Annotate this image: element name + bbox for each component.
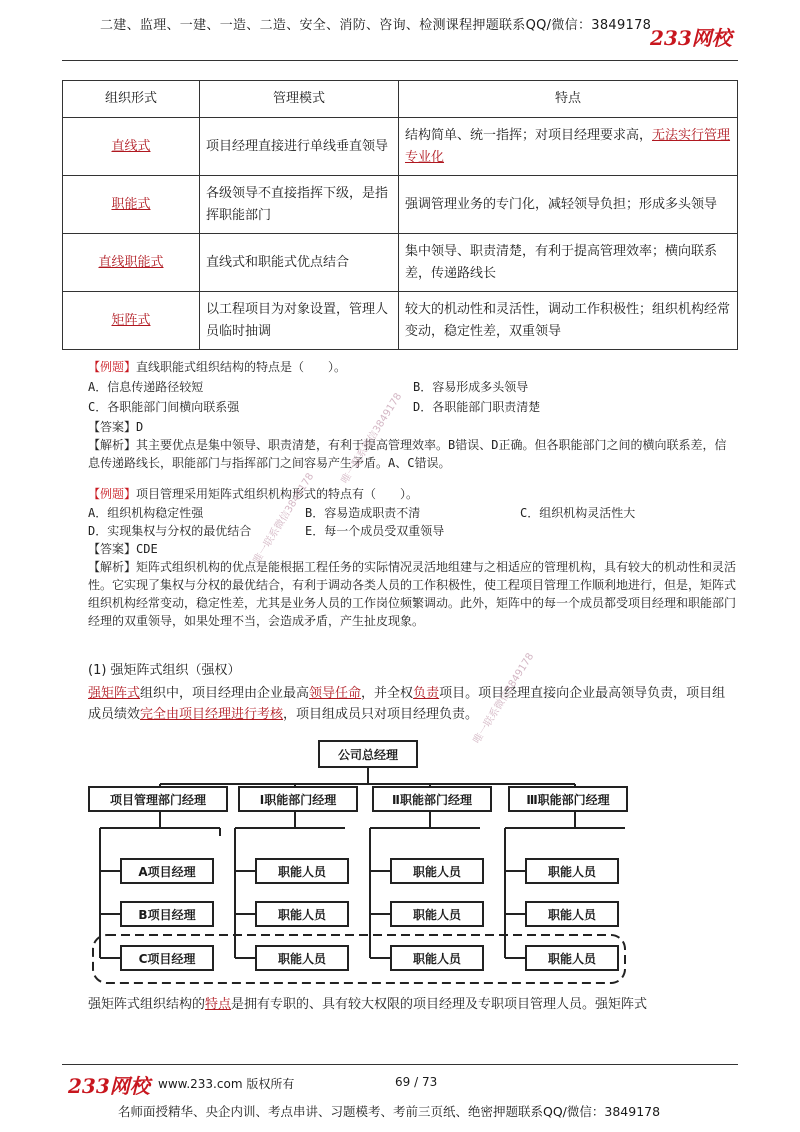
analysis: 【解析】矩阵式组织机构的优点是能根据工程任务的实际情况灵活地组建与之相适应的管理机构，具有较大的机动性和灵活性。它实现了集权与分权的最优结合，有利于调动各类人员的工作积极性，使工程项目管理工作顺利地进行，但是，矩阵式组织机构经常变动，稳定性差，尤其是业务人员的工作岗位频繁调动。此外，矩阵中的每一个成员都受项目经理和职能部门经理的双重领导，如果处理不当，会造成矛盾，产生扯皮现象。 xyxy=(88,560,737,628)
staff-box: 职能人员 xyxy=(255,901,349,927)
pm-box: B项目经理 xyxy=(120,901,214,927)
answer: 【答案】CDE xyxy=(88,542,158,556)
text: 是拥有专职的、具有较大权限的项目经理及专职项目管理人员。强矩阵式 xyxy=(231,997,648,1012)
form-link[interactable]: 直线式 xyxy=(111,138,151,154)
footer-site[interactable]: www.233.com 版权所有 xyxy=(158,1077,295,1091)
dept-box: Ⅲ职能部门经理 xyxy=(508,786,628,812)
option: B．容易形成多头领导 xyxy=(413,380,529,394)
staff-box: 职能人员 xyxy=(525,858,619,884)
option: C．组织机构灵活性大 xyxy=(520,506,636,520)
watermark: 唯一联系微信3849178 xyxy=(339,391,405,486)
option: D．实现集权与分权的最优结合 xyxy=(88,524,252,538)
answer: 【答案】D xyxy=(88,420,144,434)
option: B．容易造成职责不清 xyxy=(305,506,421,520)
option: A．组织机构稳定性强 xyxy=(88,506,204,520)
term-link[interactable]: 完全由项目经理进行考核 xyxy=(140,707,284,722)
closing-paragraph xyxy=(88,994,748,1015)
staff-box: 职能人员 xyxy=(390,945,484,971)
watermark: 唯一联系微信3849178 xyxy=(471,651,537,746)
option: A．信息传递路径较短 xyxy=(88,380,204,394)
option: C．各职能部门间横向联系强 xyxy=(88,400,240,414)
example-tag: 【例题】 xyxy=(88,487,137,501)
dept-box: Ⅰ职能部门经理 xyxy=(238,786,358,812)
page-number: 69 / 73 xyxy=(395,1075,438,1089)
ceo-box: 公司总经理 xyxy=(318,740,418,768)
dept-box: 项目管理部门经理 xyxy=(88,786,228,812)
table-cell: 集中领导、职责清楚，有利于提高管理效率；横向联系差，传递路线长 xyxy=(399,234,738,292)
text: 强矩阵式组织结构的 xyxy=(88,997,206,1012)
text: ，项目组成员只对项目经理负责。 xyxy=(283,707,479,722)
staff-box: 职能人员 xyxy=(255,858,349,884)
table-cell: 项目经理直接进行单线垂直领导 xyxy=(200,118,399,176)
header-logo: 233网校 xyxy=(650,26,732,50)
option: D．各职能部门职责清楚 xyxy=(413,400,541,414)
staff-box: 职能人员 xyxy=(390,858,484,884)
term-link[interactable]: 特点 xyxy=(205,997,232,1012)
question-text: 项目管理采用矩阵式组织机构形式的特点有（ ）。 xyxy=(136,487,419,501)
staff-box: 职能人员 xyxy=(525,945,619,971)
text: ，并全权 xyxy=(361,686,414,701)
table-header: 管理模式 xyxy=(200,81,399,118)
form-link[interactable]: 矩阵式 xyxy=(111,312,151,328)
header-notice: 二建、监理、一建、一造、二造、安全、消防、咨询、检测课程押题联系QQ/微信：3849178 xyxy=(100,18,652,33)
pm-box: C项目经理 xyxy=(120,945,214,971)
dept-box: Ⅱ职能部门经理 xyxy=(372,786,492,812)
text: 组织中，项目经理由企业最高 xyxy=(140,686,310,701)
term-link[interactable]: 负责 xyxy=(413,686,440,701)
footer-logo: 233网校 xyxy=(68,1074,150,1098)
table-header: 组织形式 xyxy=(63,81,200,118)
staff-box: 职能人员 xyxy=(255,945,349,971)
table-cell: 直线式和职能式优点结合 xyxy=(200,234,399,292)
watermark: 唯一联系微信3849178 xyxy=(251,471,317,566)
staff-box: 职能人员 xyxy=(390,901,484,927)
table-cell: 较大的机动性和灵活性，调动工作积极性；组织机构经常变动，稳定性差，双重领导 xyxy=(399,292,738,350)
term-link[interactable]: 强矩阵式 xyxy=(88,686,141,701)
staff-box: 职能人员 xyxy=(525,901,619,927)
option: E．每一个成员受双重领导 xyxy=(305,524,445,538)
footer-notice: 名师面授精华、央企内训、考点串讲、习题模考、考前三页纸、绝密押题联系QQ/微信：3849178 xyxy=(118,1104,661,1119)
table-cell: 各级领导不直接指挥下级，是指挥职能部门 xyxy=(200,176,399,234)
text: 项目。项目经理直接向企业最高领导负责，项目组成员绩效 xyxy=(88,686,726,722)
analysis: 【解析】其主要优点是集中领导、职责清楚，有利于提高管理效率。B错误、D正确。但各职能部门之间的横向联系差，信息传递路线长，职能部门与指挥部门之间容易产生矛盾。A、C错误。 xyxy=(88,438,727,470)
feature-link[interactable]: 无法实行管理专业化 xyxy=(405,127,731,165)
feature-text: 结构简单、统一指挥；对项目经理要求高， xyxy=(405,127,653,143)
footer-divider xyxy=(62,1064,738,1065)
question-text: 直线职能式组织结构的特点是（ ）。 xyxy=(136,360,347,374)
table-cell: 强调管理业务的专门化，减轻领导负担；形成多头领导 xyxy=(399,176,738,234)
section-heading: (1) 强矩阵式组织（强权） xyxy=(88,663,241,678)
form-link[interactable]: 直线职能式 xyxy=(98,254,164,270)
table-cell: 以工程项目为对象设置，管理人员临时抽调 xyxy=(200,292,399,350)
pm-box: A项目经理 xyxy=(120,858,214,884)
form-link[interactable]: 职能式 xyxy=(111,196,151,212)
table-header: 特点 xyxy=(399,81,738,118)
example-tag: 【例题】 xyxy=(88,360,137,374)
term-link[interactable]: 领导任命 xyxy=(309,686,362,701)
